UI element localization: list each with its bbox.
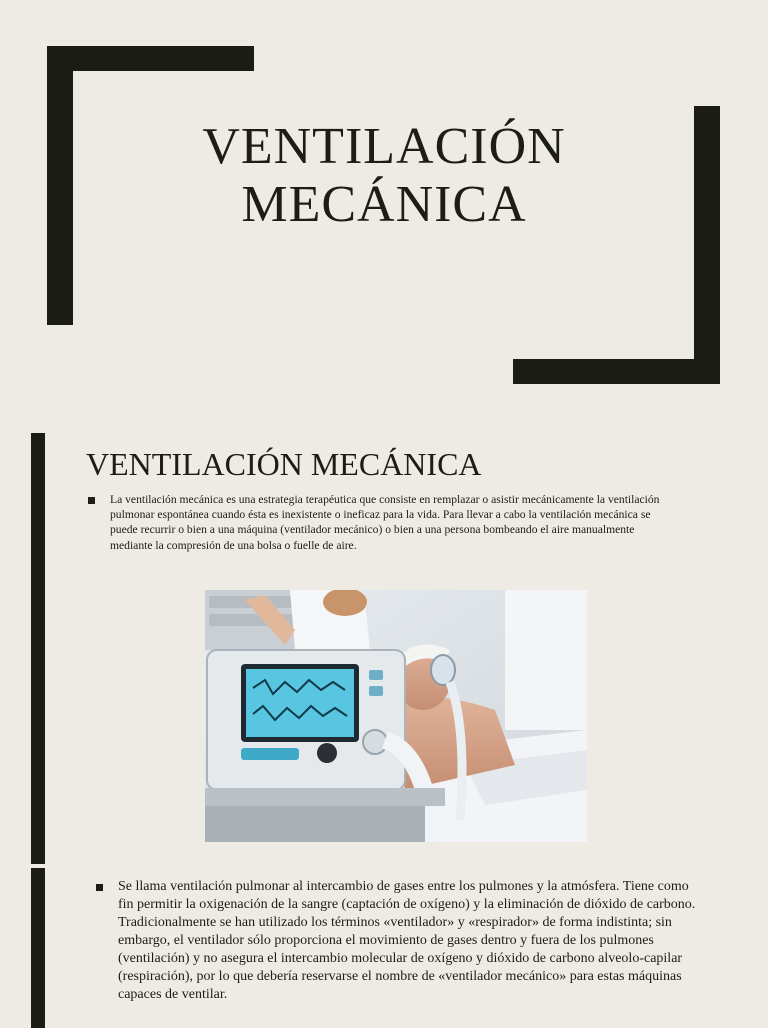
title-slide: [0, 0, 768, 420]
bullet-text: La ventilación mecánica es una estrategia terapéutica que consiste en remplazar o asistir mecánicamente la ventilación pulmonar espontánea cuando ésta es inexistente o ineficaz para la vida. Para llevar a cabo la ventilación mecánica se puede recurrir o bien a una máquina (ventilador mecánico) o bien a una persona bombeando el aire manualmente mediante la compresión de una bolsa o fuelle de aire.: [110, 493, 660, 552]
corner-bracket-bottom-right-horizontal: [513, 359, 720, 384]
left-accent-bar-upper: [31, 433, 45, 864]
slide-title-line-1: VENTILACIÓN: [202, 118, 566, 175]
square-bullet-icon: [96, 884, 103, 891]
content-slide: [0, 420, 768, 1024]
square-bullet-icon: [88, 497, 95, 504]
bullet-text: Se llama ventilación pulmonar al intercambio de gases entre los pulmones y la atmósfera. Tiene como fin permitir la oxigenación de la sangre (captación de oxígeno) y la eliminación de dióxido de carbono. Tradicionalmente se han utilizado los términos «ventilador» y «respirador» de forma indistinta; sin embargo, el ventilador sólo proporciona el movimiento de gases dentro y fuera de los pulmones (ventilación) y no asegura el intercambio molecular de oxígeno y dióxido de carbono alveolo-capilar (respiración), por lo que debería reservarse el nombre de «ventilador mecánico» para estas máquinas capaces de ventilar.: [118, 879, 696, 1002]
ventilator-photo: [205, 590, 587, 842]
bullet-item: [96, 878, 696, 1004]
corner-bracket-top-left-horizontal: [47, 46, 254, 71]
slide-title: [0, 118, 768, 234]
ventilator-patient-photo-icon: [205, 590, 587, 842]
section-heading: VENTILACIÓN MECÁNICA: [86, 446, 482, 482]
left-accent-bar-lower: [31, 868, 45, 1028]
slide-title-line-2: MECÁNICA: [241, 176, 527, 233]
bullet-item: [88, 492, 660, 553]
